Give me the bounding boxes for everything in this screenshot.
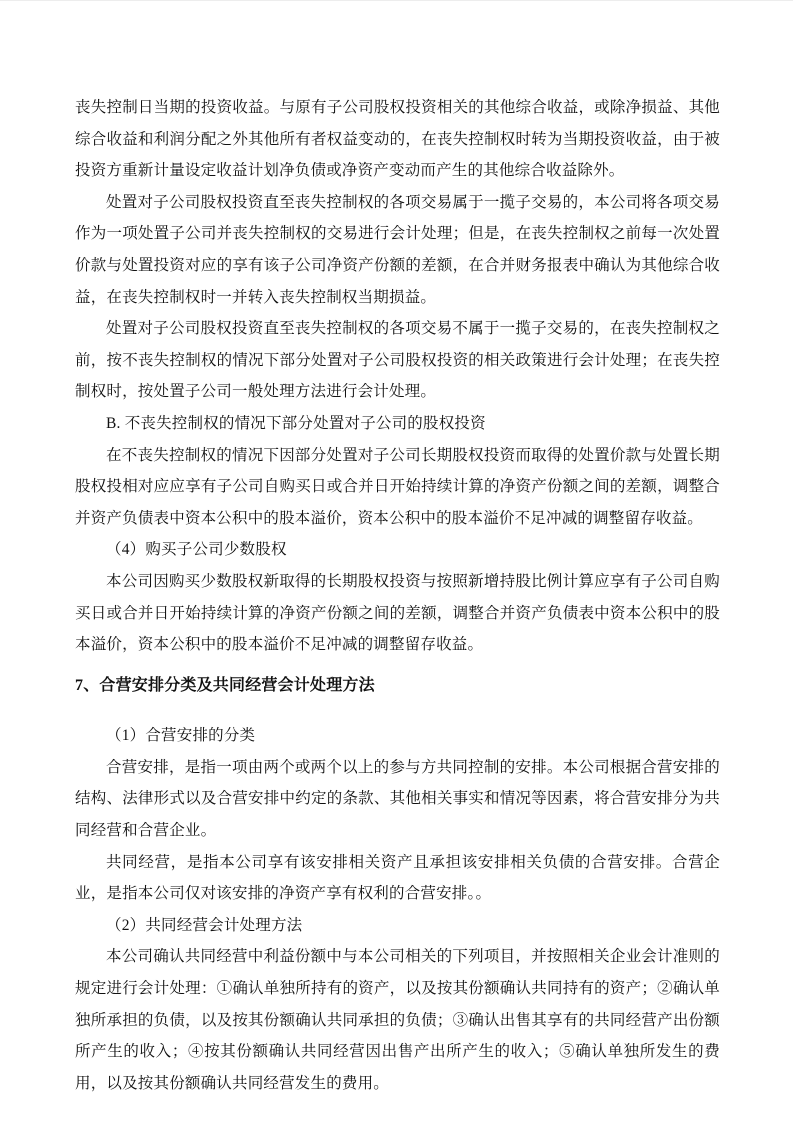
- item-heading-2-accounting-method: （2）共同经营会计处理方法: [106, 916, 303, 934]
- sub-item-heading-b: B. 不丧失控制权的情况下部分处置对子公司的股权投资: [106, 414, 486, 432]
- item-heading-4-minority-equity: （4）购买子公司少数股权: [106, 541, 287, 559]
- paragraph-joint-operation-recognition: 本公司确认共同经营中利益份额中与本公司相关的下列项目，并按照相关企业会计准则的规定进行会计处理：①确认单独所持有的资产，以及按其份额确认共同持有的资产；②确认单独所承担的负债，以及按其份额确认共同承担的负债；③确认出售其享有的共同经营产出份额所产生的收入；④按其份额确认共同经营因出售产出所产生的收入；⑤确认单独所发生的费用，以及按其份额确认共同经营发生的费用。: [75, 948, 720, 1092]
- paragraph-non-bundled-transactions: 处置对子公司股权投资直至丧失控制权的各项交易不属于一揽子交易的，在丧失控制权之前，按不丧失控制权的情况下部分处置对子公司股权投资的相关政策进行会计处理；在丧失控制权时，按处置子公司一般处理方法进行会计处理。: [75, 320, 720, 401]
- item-heading-1-classification: （1）合营安排的分类: [106, 727, 256, 745]
- paragraph-partial-disposal: 在不丧失控制权的情况下因部分处置对子公司长期股权投资而取得的处置价款与处置长期股权投相对应应享有子公司自购买日或合并日开始持续计算的净资产份额之间的差额，调整合并资产负债表中资本公积中的股本溢价，资本公积中的股本溢价不足冲减的调整留存收益。: [75, 446, 720, 527]
- section-heading-7-joint-arrangements: 7、合营安排分类及共同经营会计处理方法: [75, 676, 375, 694]
- paragraph-bundled-transactions: 处置对子公司股权投资直至丧失控制权的各项交易属于一揽子交易的，本公司将各项交易作为一项处置子公司并丧失控制权的交易进行会计处理；但是，在丧失控制权之前每一次处置价款与处置投资对应的享有该子公司净资产份额的差额，在合并财务报表中确认为其他综合收益，在丧失控制权时一并转入丧失控制权当期损益。: [75, 193, 720, 306]
- paragraph-minority-equity-purchase: 本公司因购买少数股权新取得的长期股权投资与按照新增持股比例计算应享有子公司自购买日或合并日开始持续计算的净资产份额之间的差额，调整合并资产负债表中资本公积中的股本溢价，资本公积中的股本溢价不足冲减的调整留存收益。: [75, 572, 720, 654]
- paragraph-joint-arrangement-definition: 合营安排，是指一项由两个或两个以上的参与方共同控制的安排。本公司根据合营安排的结构、法律形式以及合营安排中约定的条款、其他相关事实和情况等因素，将合营安排分为共同经营和合营企业。: [75, 758, 720, 840]
- paragraph-joint-operation-definition: 共同经营，是指本公司享有该安排相关资产且承担该安排相关负债的合营安排。合营企业，是指本公司仅对该安排的净资产享有权利的合营安排。。: [75, 853, 720, 903]
- paragraph-loss-of-control-continuation: 丧失控制日当期的投资收益。与原有子公司股权投资相关的其他综合收益，或除净损益、其他综合收益和利润分配之外其他所有者权益变动的，在丧失控制权时转为当期投资收益，由于被投资方重新计量设定收益计划净负债或净资产变动而产生的其他综合收益除外。: [75, 99, 720, 180]
